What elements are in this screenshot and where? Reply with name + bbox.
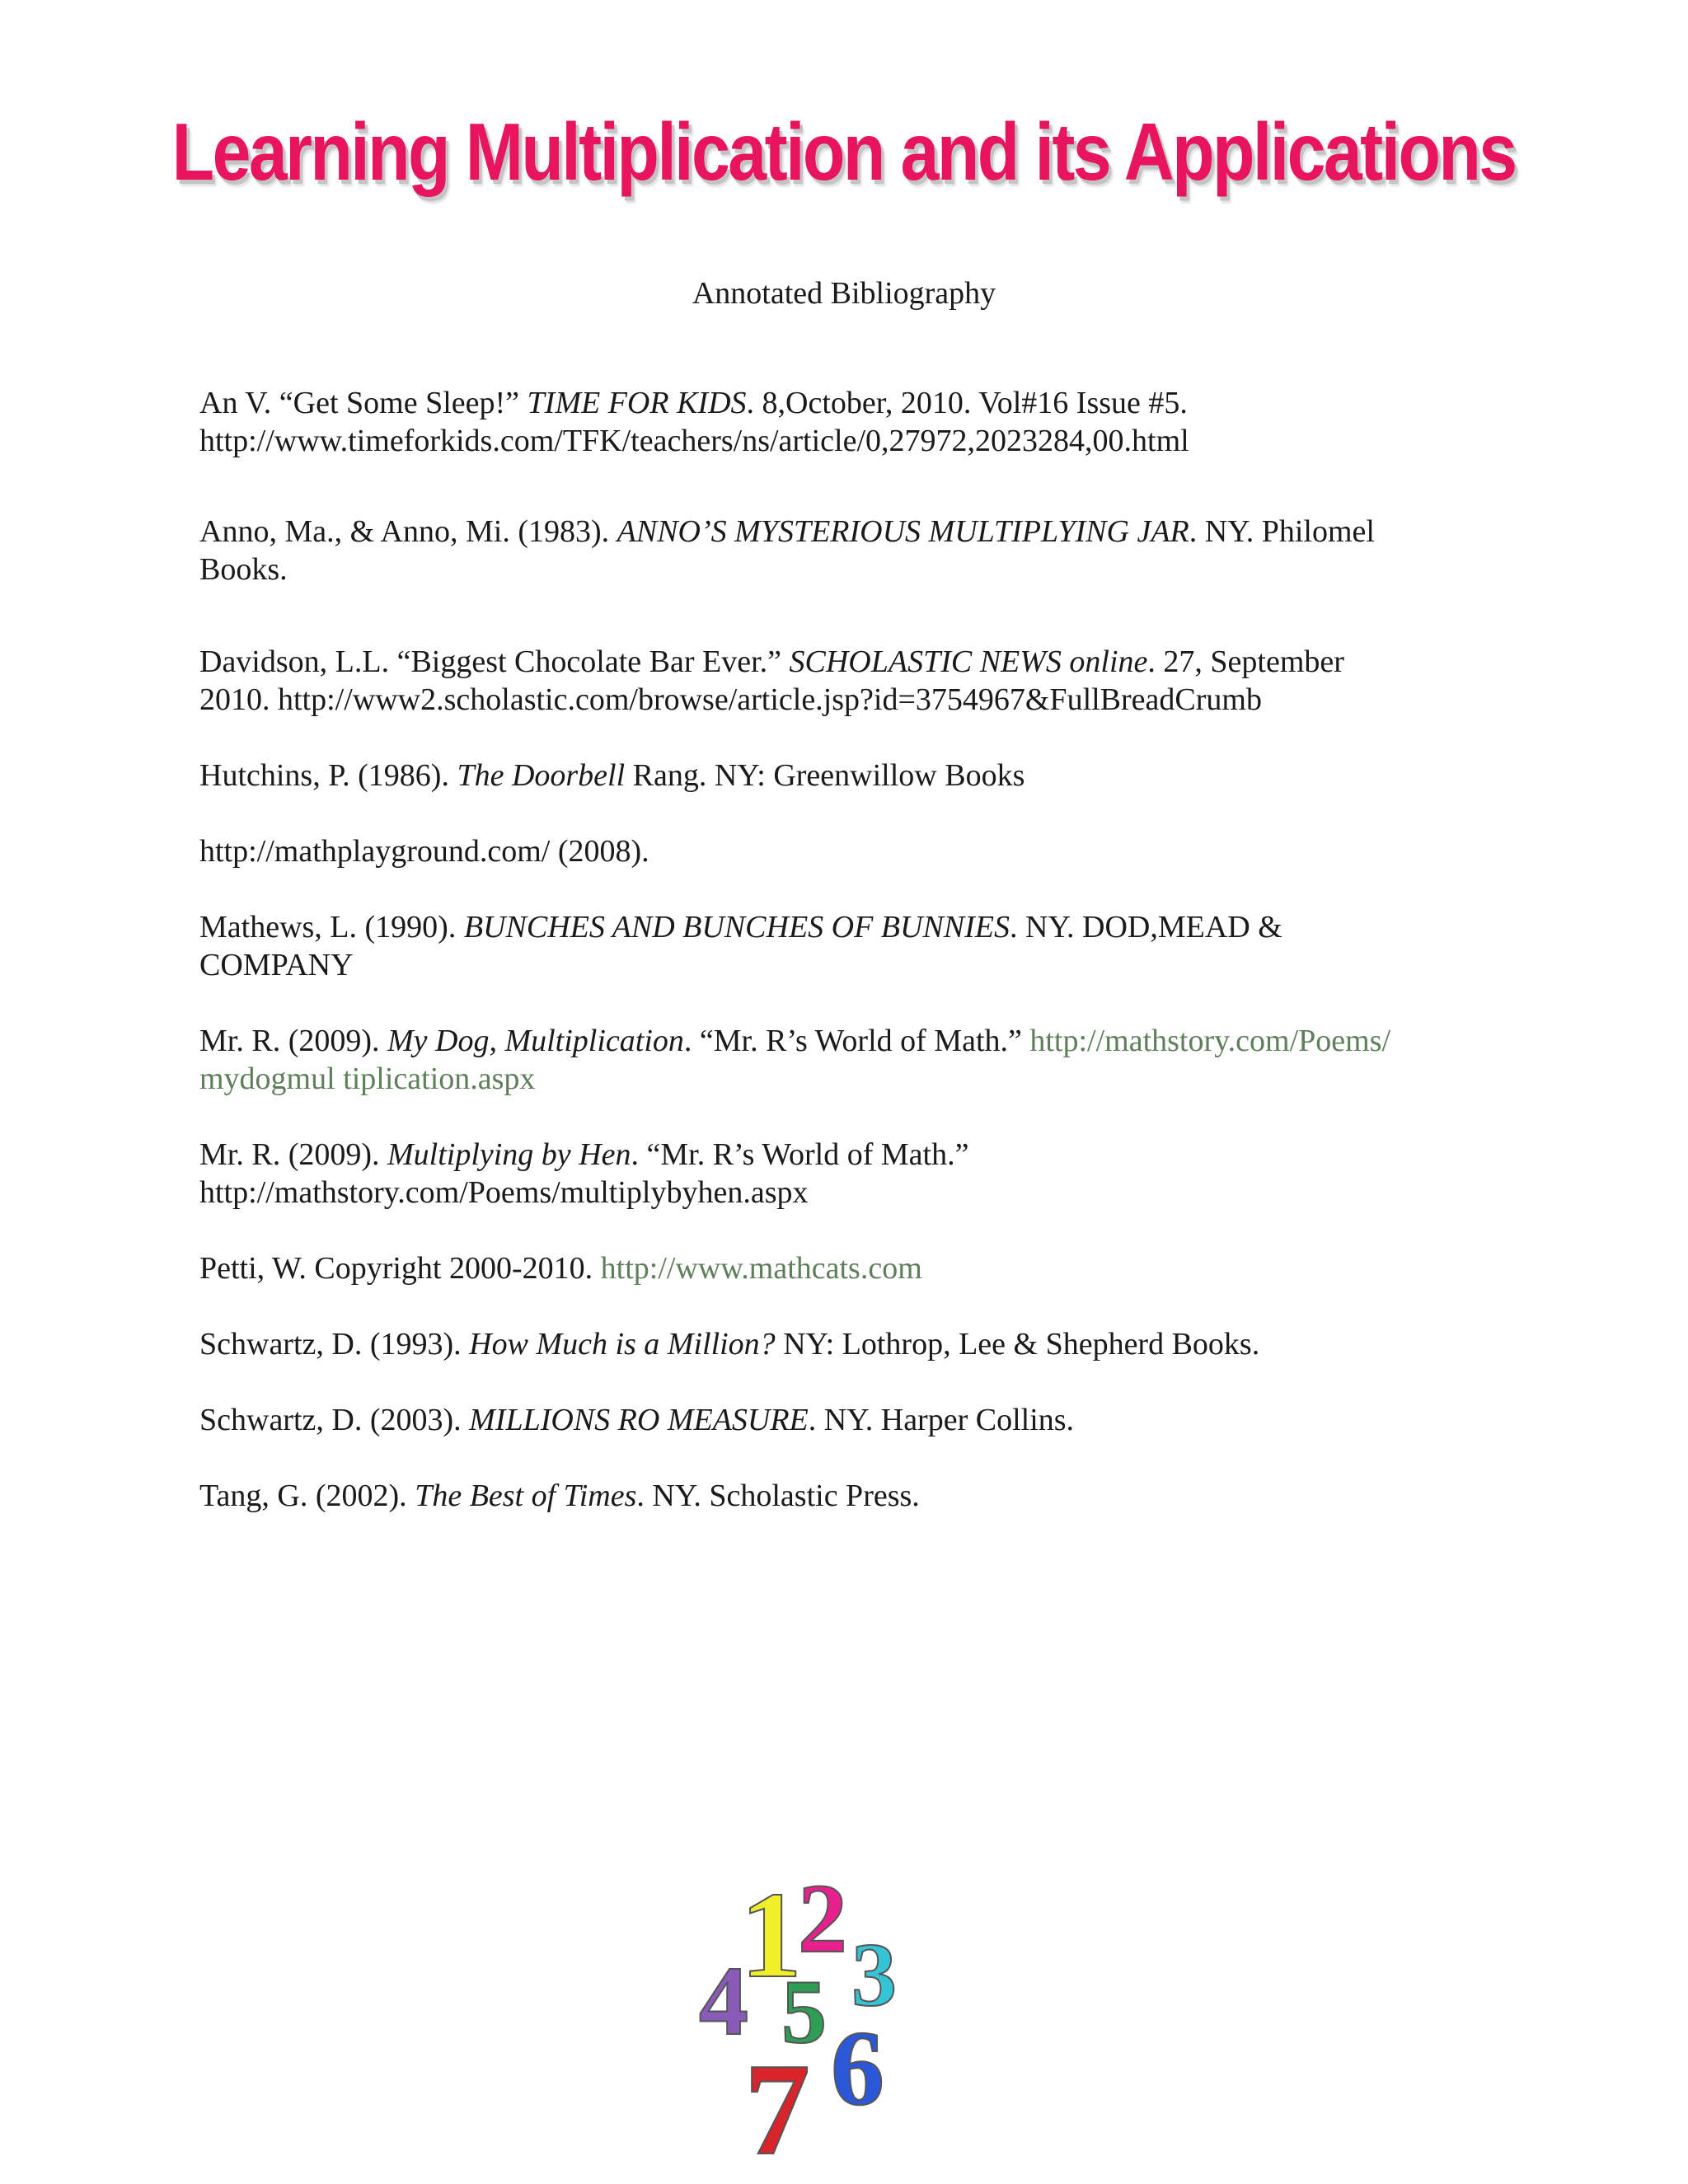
digit-1: 1 (740, 1869, 802, 2004)
bibliography-entry: Anno, Ma., & Anno, Mi. (1983). ANNO’S MYSTERIOUS MULTIPLYING JAR. NY. Philomel Books. (199, 514, 1375, 587)
digit-3: 3 (851, 1924, 897, 2025)
bibliography-entry: Schwartz, D. (2003). MILLIONS RO MEASURE. NY. Harper Collins. (199, 1403, 1075, 1437)
digit-7: 7 (744, 2036, 810, 2166)
bibliography-entry: Mathews, L. (1990). BUNCHES AND BUNCHES OF BUNNIES. NY. DOD,MEAD & COMPANY (199, 910, 1282, 982)
mathstory-link[interactable]: http://mathstory.com/Poems/ (1029, 1024, 1391, 1058)
bibliography-entry: Tang, G. (2002). The Best of Times. NY. Scholastic Press. (199, 1479, 920, 1513)
bibliography-entry: http://mathplayground.com/ (2008). (199, 834, 649, 869)
digit-2: 2 (798, 1869, 847, 1973)
bibliography-entry: Schwartz, D. (1993). How Much is a Million? NY: Lothrop, Lee & Shepherd Books. (199, 1327, 1260, 1361)
page-title: Learning Multiplication and its Applications (172, 106, 1516, 197)
bibliography-entry: Mr. R. (2009). My Dog, Multiplication. “Mr. R’s World of Math.” http://mathstory.com/Poems/ mydogmul tiplication.aspx (199, 1024, 1391, 1096)
digit-5: 5 (781, 1961, 827, 2062)
bibliography-entry: Petti, W. Copyright 2000-2010. http://www.mathcats.com (199, 1251, 922, 1286)
bibliography-entry: Mr. R. (2009). Multiplying by Hen. “Mr. R’s World of Math.” http://mathstory.com/Poems/multiplybyhen.aspx (199, 1137, 969, 1210)
digit-6: 6 (831, 2009, 884, 2128)
mathstory-link-continued[interactable]: mydogmul tiplication.aspx (199, 1062, 536, 1096)
mathcats-link[interactable]: http://www.mathcats.com (600, 1251, 922, 1286)
bibliography-entry: Davidson, L.L. “Biggest Chocolate Bar Ever.” SCHOLASTIC NEWS online. 27, September 2010. http://www2.scholastic.com/browse/article.jsp?id=3754967&FullBreadCrumb (199, 644, 1344, 717)
numbers-clipart-icon (699, 1869, 930, 2166)
bibliography-entry: An V. “Get Some Sleep!” TIME FOR KIDS. 8,October, 2010. Vol#16 Issue #5. http://www.timeforkids.com/TFK/teachers/ns/article/0,27972,2023284,00.html (199, 386, 1189, 458)
bibliography-entry: Hutchins, P. (1986). The Doorbell Rang. NY: Greenwillow Books (199, 758, 1025, 793)
subtitle: Annotated Bibliography (692, 276, 996, 311)
digit-4: 4 (699, 1946, 748, 2055)
